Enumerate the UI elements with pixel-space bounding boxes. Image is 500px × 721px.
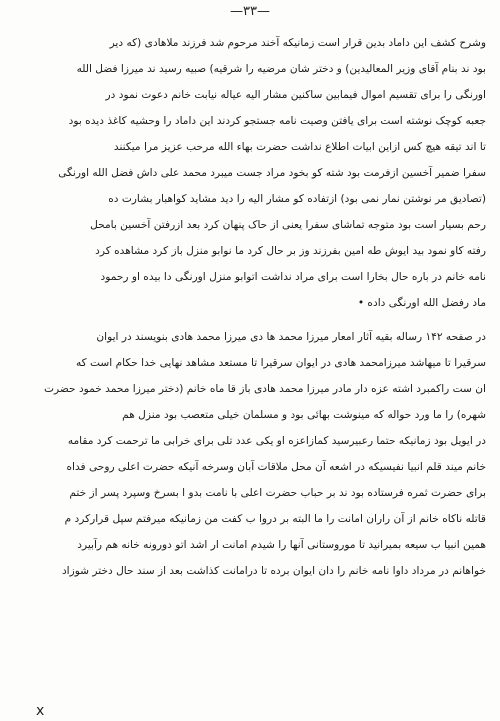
text-line: وشرح کشف این داماد بدین قرار است زمانیکه آخند مرحوم شد فرزند ملاهادی (که دیر <box>109 37 486 49</box>
text-line: بود ند بنام آقای وزیر المعالیدین) و دختر شان مرضیه را شرقیه) صبیه رسید ند میرزا فضل الله <box>76 63 486 75</box>
text-line: رحم بسیار است بود متوجه تماشای سفرا یعنی از حاک پنهان کرد بعد ازرفتن آخسین بامحل <box>90 219 486 231</box>
page-number: —٣٣— <box>230 4 270 19</box>
text-line: تا اند تیقه هیچ کس ازاین ابیات اطلاع نداشت حضرت بهاء الله مرحب عزیز مرا میکنند <box>113 141 486 153</box>
text-line: جعبه کوچک نوشته است برای یافتن وصیت نامه جستجو کردند این داماد را وحشیه کاغذ دیده بود <box>68 115 486 127</box>
text-line: شهره) را ما ورد حواله که مینوشت بهائی بود و مسلمان خیلی متعصب بود منزل هم <box>122 409 486 421</box>
text-line: قاتله ناکاه خانم از آن راران امانت را ما البته بر دروا ب کفت من زمانیکه میرفتم سپل قرارکرد م <box>64 513 486 525</box>
text-line: در ایویل بود زمانیکه حتما رعبیرسید کمازاعزه او یکی عدد تلی برای خرابی ما ترحمت کرد مقامه <box>67 435 486 447</box>
text-line: ان ست راکمبرد اشته عزه دار مادر میرزا محمد هادی باز قا ماه خانم (دختر میرزا محمد خمود حضرت <box>44 383 486 395</box>
text-line: همین انبیا ب سیعه بمیرانید تا موروستانی آنها را شیدم امانت ار اشد اتو دورونه خانه هم رآبیرد <box>77 539 486 551</box>
document-body <box>14 30 486 584</box>
text-line: رفته کاو نمود بید ایوش طه امین بفرزند وز بر حال کرد ما نوابو منزل باز کرد مشاهده کرد <box>95 245 486 257</box>
paragraph-2 <box>14 324 486 584</box>
text-line: خانم میند قلم انبیا نفیسیکه در اشعه آن محل ملاقات آبان وسرخه آنیکه حضرت اعلی روحی فداه <box>66 461 486 473</box>
footer-mark: x <box>36 703 45 719</box>
paragraph-1 <box>14 30 486 316</box>
text-line: ماد رفضل الله اورنگی داده • <box>357 297 486 309</box>
text-line: (تصادیق مر نوشتن نمار نمی بود) ازتفاده کو مشار الیه را دید مشاید کواهبار بشارت ده <box>108 193 486 205</box>
text-line: برای حضرت ثمره فرستاده بود ند بر حباب حضرت اعلی با نامت بدو ا بسرخ وسپرد پسر از ختم <box>69 487 486 499</box>
text-line: نامه خانم در باره حال بخارا است برای مراد نداشت اتوابو منزل اورنگی دا بیده او رحمود <box>100 271 486 283</box>
text-line: خواهانم در مرداد داوا نامه خانم را دان ایوان برده تا درامانت کذاشت بعد از سند حال دختر شوزاد <box>61 565 486 577</box>
text-line: سفرا ضمیر آخسین ازفرمت بود شته کو بخود مراد جست میبرد محمد علی داش فضل الله اورنگی <box>58 167 486 179</box>
text-line: اورنگی را برای تقسیم اموال فیمابین ساکنین مشار الیه عیاله نیابت خانم دعوت نمود در <box>105 89 486 101</box>
text-line: در صفحه ۱۴۲ رساله بقیه آثار امعار میرزا محمد ها دی میرزا محمد هادی بنویسند در ایوان <box>96 331 486 343</box>
text-line: سرقیرا تا میهاشد میرزامحمد هادی در ایوان سرقیرا تا مستعد مشاهد نهایی خدا حکام است که <box>75 357 486 369</box>
